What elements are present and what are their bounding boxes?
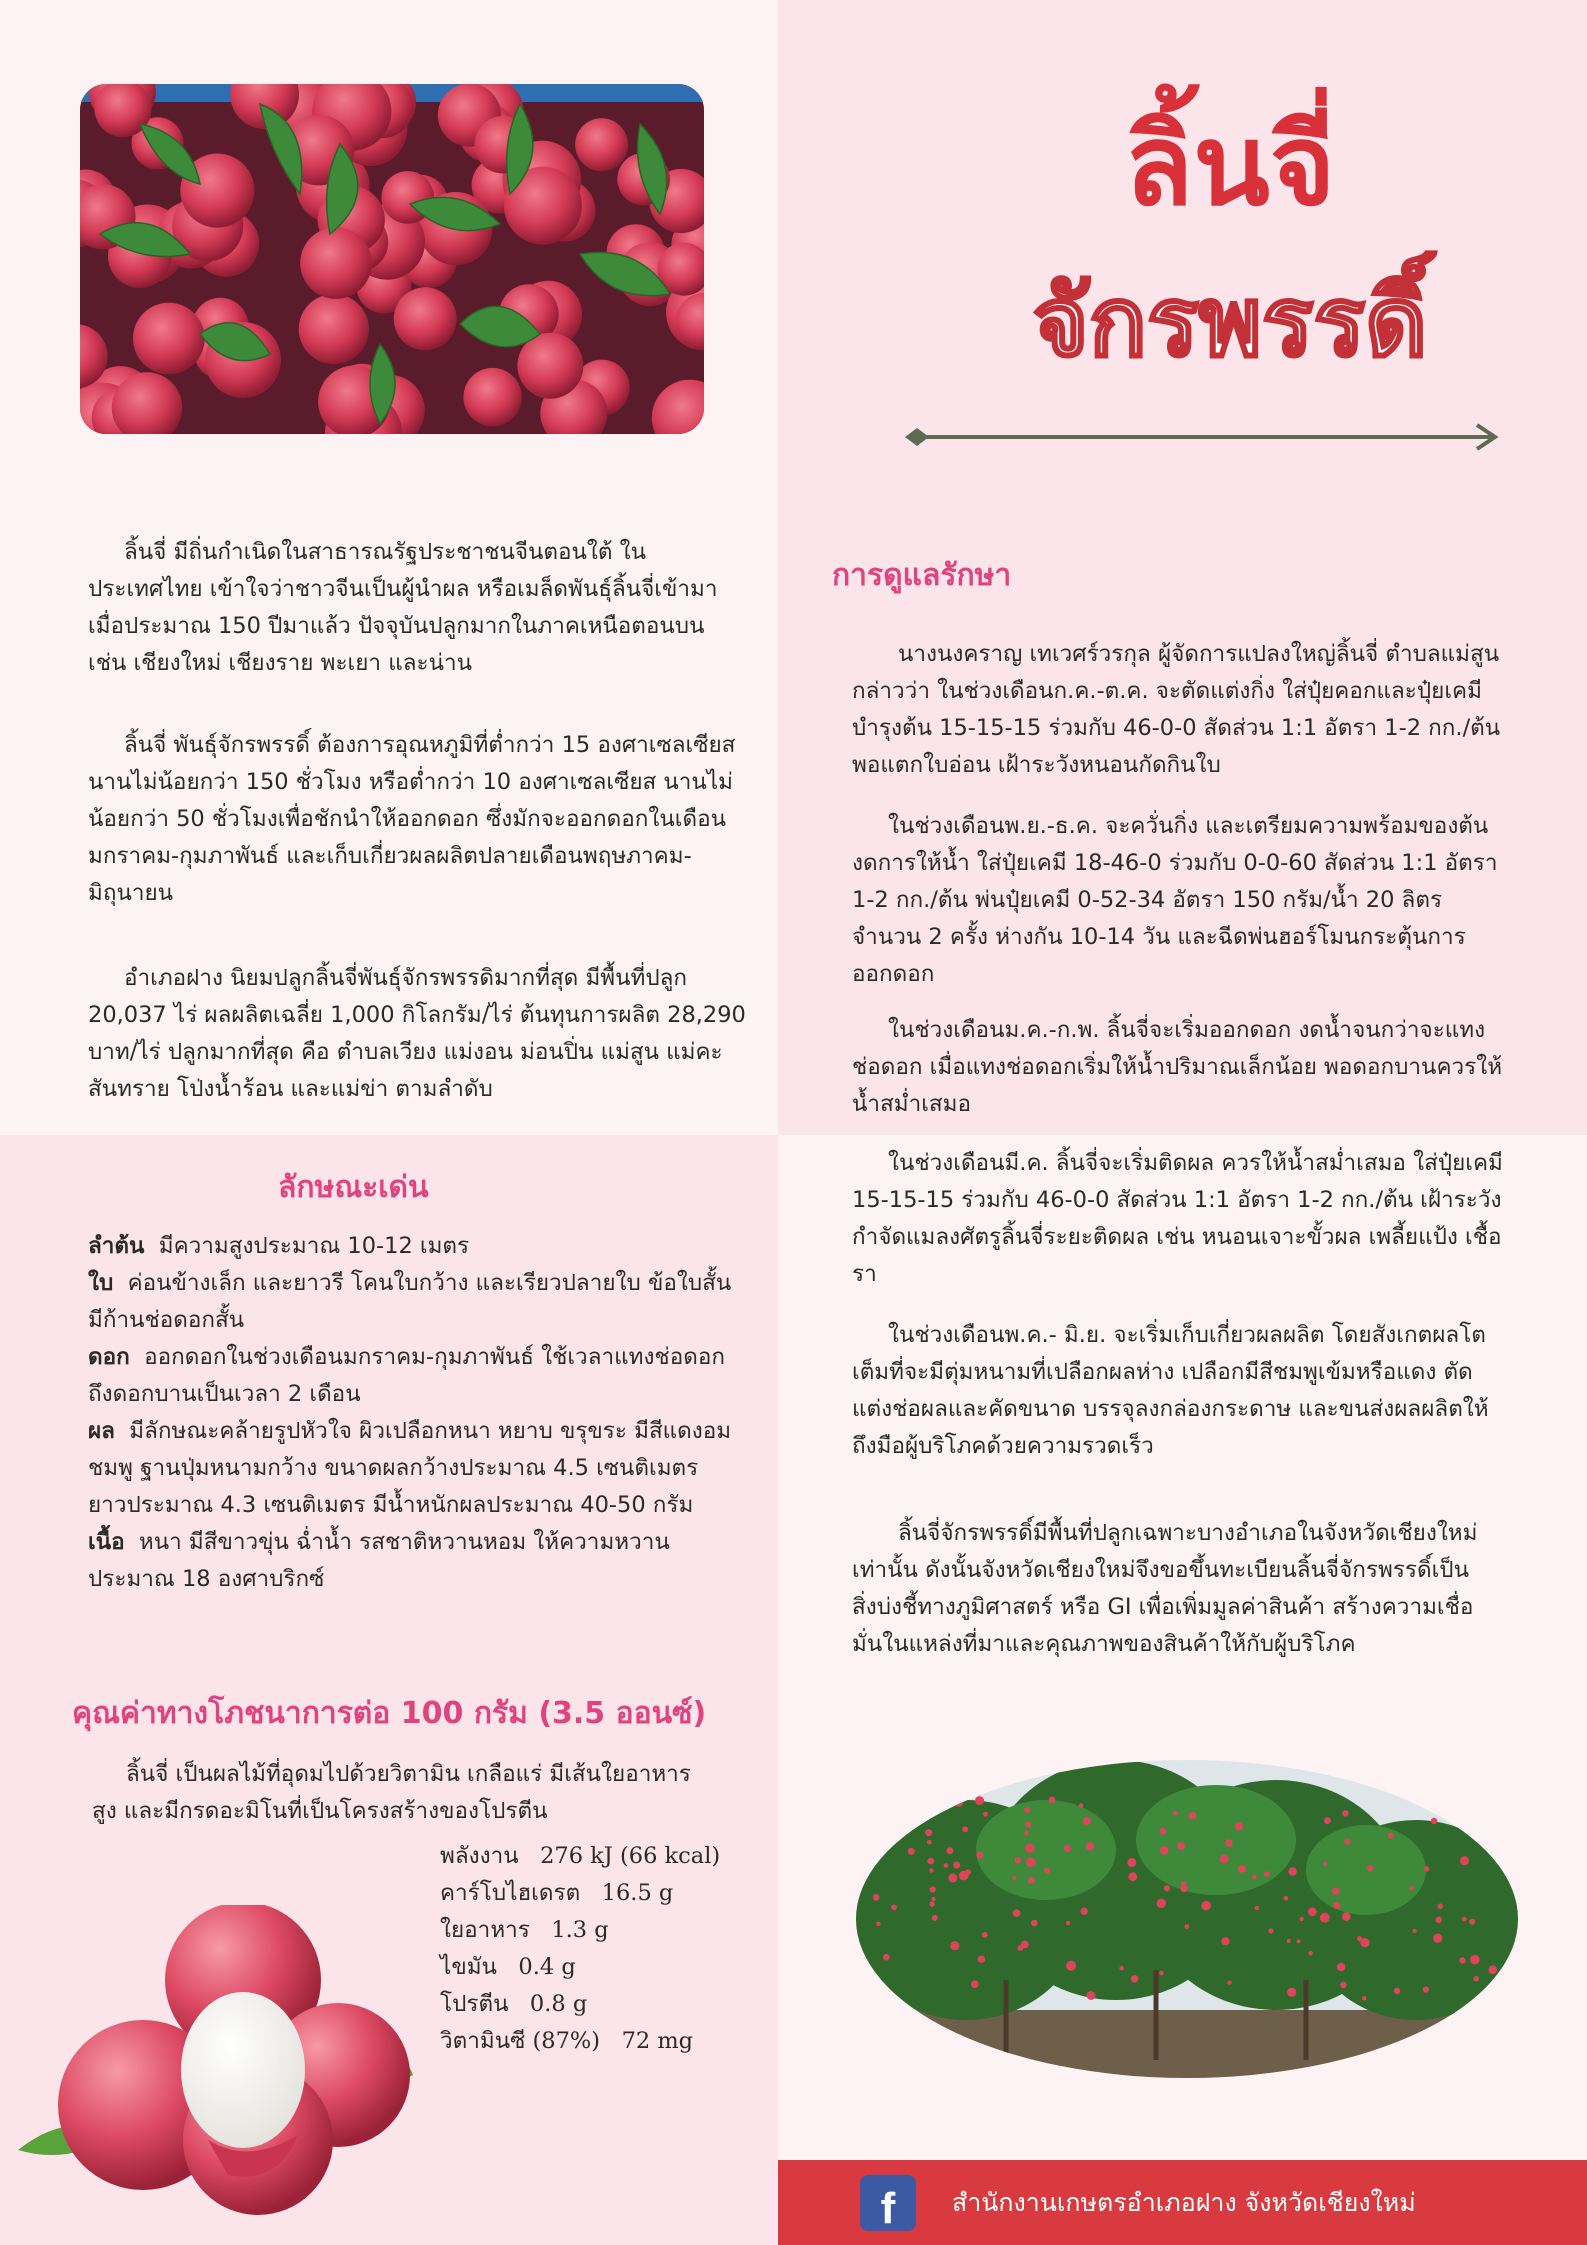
care-paragraph-1: นางนงคราญ เทเวศร์วรกุล ผู้จัดการแปลงใหญ่ลิ้นจี่ ตำบลแม่สูน กล่าวว่า ในช่วงเดือนก.ค.-ต.ค. จะตัดแต่งกิ่ง ใส่ปุ๋ยคอกและปุ๋ยเคมีบำรุงต้น 15-15-15 ร่วมกับ 46-0-0 สัดส่วน 1:1 อัตรา 1-2 กก./ต้น พอแตกใบอ่อน เฝ้าระวังหนอนกัดกินใบ	[852, 641, 1501, 778]
nutrition-list	[440, 1838, 770, 2060]
nutrition-item: ใยอาหาร 1.3 g	[440, 1917, 609, 1943]
care-heading: การดูแลรักษา	[832, 558, 1012, 593]
feature-flesh: เนื้อ หนา มีสีขาวขุ่น ฉ่ำน้ำ รสชาติหวานหอม ให้ความหวานประมาณ 18 องศาบริกซ์	[88, 1529, 670, 1592]
feature-trunk: ลำต้น มีความสูงประมาณ 10-12 เมตร	[88, 1233, 470, 1259]
origin-paragraph-3: อำเภอฝาง นิยมปลูกลิ้นจี่พันธุ์จักรพรรดิมากที่สุด มีพื้นที่ปลูก 20,037 ไร่ ผลผลิตเฉลี่ย 1,000 กิโลกรัม/ไร่ ต้นทุนการผลิต 28,290 บาท/ไร่ ปลูกมากที่สุด คือ ตำบลเวียง แม่งอน ม่อนปิ่น แม่สูน แม่คะ สันทราย โป่งน้ำร้อน และแม่ข่า ตามลำดับ	[88, 965, 746, 1102]
nutrition-item: พลังงาน 276 kJ (66 kcal)	[440, 1843, 721, 1869]
nutrition-item: โปรตีน 0.8 g	[440, 1991, 588, 2017]
care-paragraph-5: ในช่วงเดือนพ.ค.- มิ.ย. จะเริ่มเก็บเกี่ยวผลผลิต โดยสังเกตผลโตเต็มที่จะมีตุ่มหนามที่เปลือกผลห่าง เปลือกมีสีชมพูเข้มหรือแดง ตัดแต่งช่อผลและคัดขนาด บรรจุลงกล่องกระดาษ และขนส่งผลผลิตให้ถึงมือผู้บริโภคด้วยความรวดเร็ว	[852, 1322, 1489, 1459]
care-paragraph-6: ลิ้นจี่จักรพรรดิ์มีพื้นที่ปลูกเฉพาะบางอำเภอในจังหวัดเชียงใหม่เท่านั้น ดังนั้นจังหวัดเชียงใหม่จึงขอขึ้นทะเบียนลิ้นจี่จักรพรรดิ์เป็นสิ่งบ่งชี้ทางภูมิศาสตร์ หรือ GI เพื่อเพิ่มมูลค่าสินค้า สร้างความเชื่อมั่นในแหล่งที่มาและคุณภาพของสินค้าให้กับผู้บริโภค	[852, 1520, 1478, 1657]
nutrition-heading: คุณค่าทางโภชนาการต่อ 100 กรัม (3.5 ออนซ์)	[72, 1696, 707, 1731]
nutrition-item: วิตามินซี (87%) 72 mg	[440, 2028, 694, 2054]
facebook-icon[interactable]: f	[860, 2175, 916, 2231]
feature-leaf: ใบ ค่อนข้างเล็ก และยาวรี โคนใบกว้าง และเรียวปลายใบ ข้อใบสั้น มีก้านช่อดอกสั้น	[88, 1270, 732, 1333]
title-variety: จักรพรรดิ์	[1032, 266, 1428, 378]
nutrition-item: ไขมัน 0.4 g	[440, 1954, 576, 1980]
origin-paragraph-2: ลิ้นจี่ พันธุ์จักรพรรดิ์ ต้องการอุณหภูมิที่ต่ำกว่า 15 องศาเซลเซียส นานไม่น้อยกว่า 150 ชั่วโมง หรือต่ำกว่า 10 องศาเซลเซียส นานไม่น้อยกว่า 50 ชั่วโมงเพื่อชักนำให้ออกดอก ซึ่งมักจะออกดอกในเดือนมกราคม-กุมภาพันธ์ และเก็บเกี่ยวผลผลิตปลายเดือนพฤษภาคม-มิถุนายน	[88, 732, 736, 906]
care-paragraph-4: ในช่วงเดือนมี.ค. ลิ้นจี่จะเริ่มติดผล ควรให้น้ำสม่ำเสมอ ใส่ปุ๋ยเคมี 15-15-15 ร่วมกับ 46-0-0 สัดส่วน 1:1 อัตรา 1-2 กก./ต้น เฝ้าระวังกำจัดแมลงศัตรูลิ้นจี่ระยะติดผล เช่น หนอนเจาะขั้วผล เพลี้ยแป้ง เชื้อรา	[852, 1150, 1503, 1287]
nutrition-intro: ลิ้นจี่ เป็นผลไม้ที่อุดมไปด้วยวิตามิน เกลือแร่ มีเส้นใยอาหารสูง และมีกรดอะมิโนที่เป็นโครงสร้างของโปรตีน	[92, 1761, 691, 1824]
care-paragraph-3: ในช่วงเดือนม.ค.-ก.พ. ลิ้นจี่จะเริ่มออกดอก งดน้ำจนกว่าจะแทงช่อดอก เมื่อแทงช่อดอกเริ่มให้น้ำปริมาณเล็กน้อย พอดอกบานควรให้น้ำสม่ำเสมอ	[852, 1017, 1503, 1117]
origin-paragraph-1: ลิ้นจี่ มีถิ่นกำเนิดในสาธารณรัฐประชาชนจีนตอนใต้ ในประเทศไทย เข้าใจว่าชาวจีนเป็นผู้นำผล หรือเมล็ดพันธุ์ลิ้นจี่เข้ามาเมื่อประมาณ 150 ปีมาแล้ว ปัจจุบันปลูกมากในภาคเหนือตอนบน เช่น เชียงใหม่ เชียงราย พะเยา และน่าน	[88, 539, 718, 676]
footer-office-name: สำนักงานเกษตรอำเภอฝาง จังหวัดเชียงใหม่	[952, 2187, 1416, 2217]
arrow-divider	[903, 420, 1503, 454]
panel-bottom-right	[778, 1135, 1587, 2245]
lychee-fruit-illustration	[8, 1905, 418, 2225]
lychee-photo	[80, 84, 704, 434]
title-lychee: ลิ้นจี่	[1124, 101, 1336, 231]
features-heading: ลักษณะเด่น	[278, 1170, 429, 1205]
feature-flower: ดอก ออกดอกในช่วงเดือนมกราคม-กุมภาพันธ์ ใช้เวลาแทงช่อดอกถึงดอกบานเป็นเวลา 2 เดือน	[88, 1344, 725, 1407]
lychee-orchard-photo	[856, 1760, 1518, 2078]
care-paragraph-2: ในช่วงเดือนพ.ย.-ธ.ค. จะควั่นกิ่ง และเตรียมความพร้อมของต้น งดการให้น้ำ ใส่ปุ๋ยเคมี 18-46-0 ร่วมกับ 0-0-60 สัดส่วน 1:1 อัตรา 1-2 กก./ต้น พ่นปุ๋ยเคมี 0-52-34 อัตรา 150 กรัม/น้ำ 20 ลิตร จำนวน 2 ครั้ง ห่างกัน 10-14 วัน และฉีดพ่นฮอร์โมนกระตุ้นการออกดอก	[852, 813, 1498, 987]
feature-fruit: ผล มีลักษณะคล้ายรูปหัวใจ ผิวเปลือกหนา หยาบ ขรุขระ มีสีแดงอมชมพู ฐานปุ่มหนามกว้าง ขนาดผลกว้างประมาณ 4.5 เซนติเมตร ยาวประมาณ 4.3 เซนติเมตร มีน้ำหนักผลประมาณ 40-50 กรัม	[88, 1418, 732, 1518]
nutrition-item: คาร์โบไฮเดรต 16.5 g	[440, 1880, 674, 1906]
features-list	[88, 1228, 738, 1598]
footer-bar	[778, 2160, 1587, 2245]
